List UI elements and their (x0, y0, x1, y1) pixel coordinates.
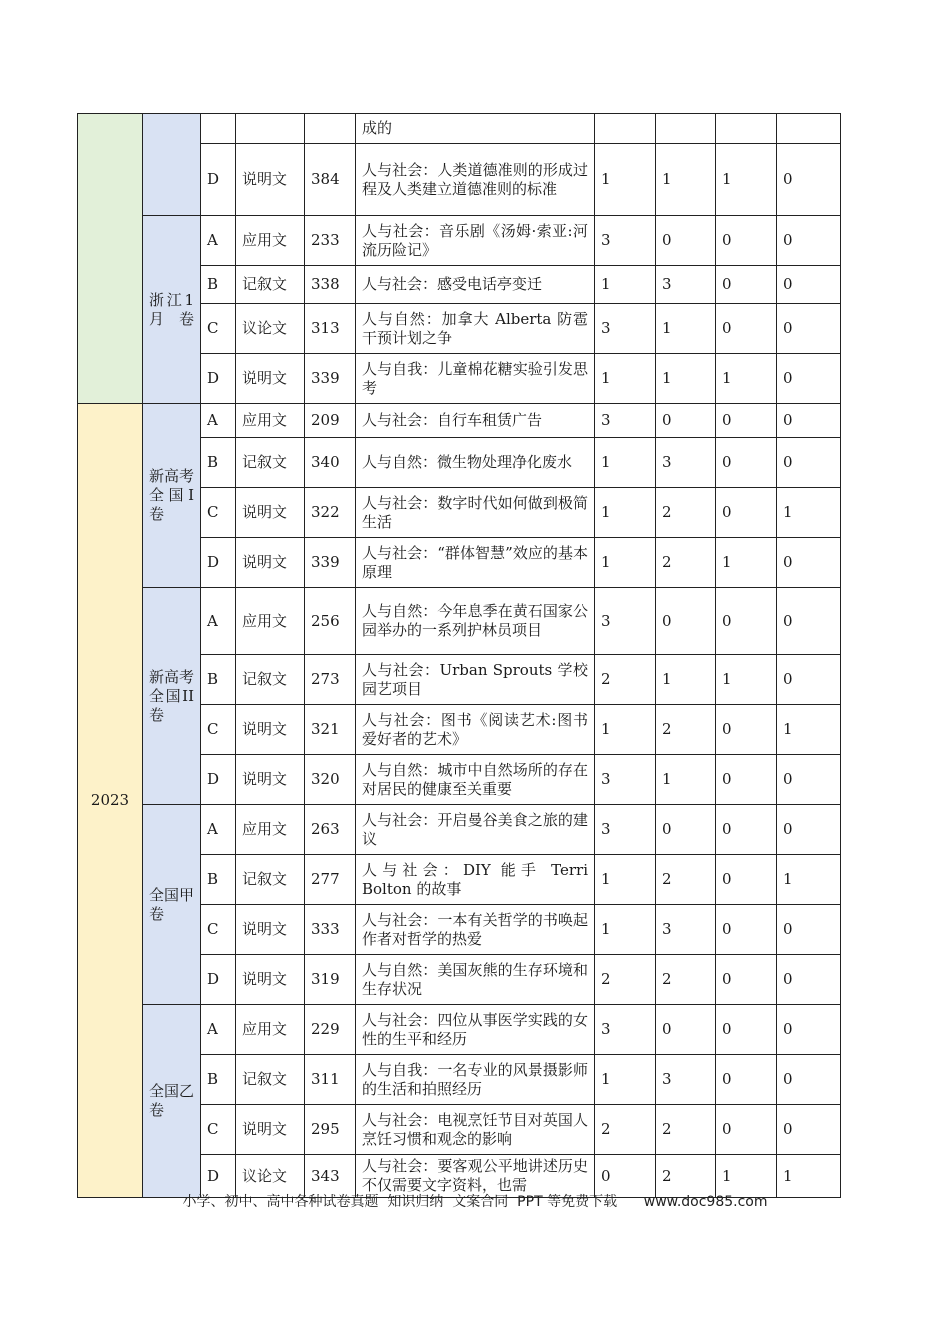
topic-cell: 人与自然：城市中自然场所的存在对居民的健康至关重要 (356, 755, 595, 805)
count-cell-3: 0 (716, 905, 777, 955)
topic-cell: 人与社会：开启曼谷美食之旅的建议 (356, 805, 595, 855)
count-cell-4: 0 (777, 144, 841, 216)
word-count: 209 (305, 404, 356, 438)
volume-cell: 浙江1月卷 (143, 216, 201, 404)
word-count: 322 (305, 488, 356, 538)
article-letter: B (201, 266, 236, 304)
count-cell-4: 0 (777, 805, 841, 855)
topic-cell: 人与社会：人类道德准则的形成过程及人类建立道德准则的标准 (356, 144, 595, 216)
article-letter: B (201, 855, 236, 905)
article-type (236, 114, 305, 144)
word-count: 338 (305, 266, 356, 304)
table-row (78, 1005, 841, 1055)
count-cell-3: 0 (716, 266, 777, 304)
count-cell-4: 0 (777, 1005, 841, 1055)
count-cell-4: 0 (777, 588, 841, 655)
article-letter: A (201, 1005, 236, 1055)
word-count: 273 (305, 655, 356, 705)
count-cell-2: 2 (656, 1155, 716, 1198)
count-cell-4: 0 (777, 755, 841, 805)
topic-cell: 人与自然：微生物处理净化废水 (356, 438, 595, 488)
word-count: 343 (305, 1155, 356, 1198)
article-type: 记叙文 (236, 655, 305, 705)
article-letter: A (201, 588, 236, 655)
volume-cell: 新高考全国I卷 (143, 404, 201, 588)
article-type: 议论文 (236, 1155, 305, 1198)
count-cell-2: 3 (656, 1055, 716, 1105)
count-cell-3 (716, 114, 777, 144)
count-cell-1: 3 (595, 404, 656, 438)
count-cell-4: 1 (777, 705, 841, 755)
topic-cell: 人与社会：电视烹饪节目对英国人烹饪习惯和观念的影响 (356, 1105, 595, 1155)
count-cell-1: 1 (595, 905, 656, 955)
volume-cell: 全国乙卷 (143, 1005, 201, 1198)
count-cell-3: 0 (716, 755, 777, 805)
count-cell-4: 1 (777, 1155, 841, 1198)
count-cell-3: 0 (716, 855, 777, 905)
count-cell-3: 0 (716, 1055, 777, 1105)
topic-cell: 人与自我：儿童棉花糖实验引发思考 (356, 354, 595, 404)
count-cell-1: 1 (595, 705, 656, 755)
count-cell-4: 0 (777, 1105, 841, 1155)
topic-cell: 人与社会：数字时代如何做到极简生活 (356, 488, 595, 538)
article-type: 说明文 (236, 905, 305, 955)
count-cell-1: 1 (595, 1055, 656, 1105)
table-row (78, 404, 841, 438)
article-letter: B (201, 655, 236, 705)
word-count: 320 (305, 755, 356, 805)
count-cell-3: 0 (716, 805, 777, 855)
count-cell-2: 1 (656, 304, 716, 354)
count-cell-2: 2 (656, 955, 716, 1005)
article-type: 说明文 (236, 1105, 305, 1155)
count-cell-3: 0 (716, 955, 777, 1005)
count-cell-1: 1 (595, 488, 656, 538)
count-cell-4: 0 (777, 1055, 841, 1105)
article-letter: C (201, 1105, 236, 1155)
count-cell-1: 1 (595, 266, 656, 304)
article-letter: C (201, 488, 236, 538)
count-cell-1: 2 (595, 1105, 656, 1155)
article-type: 说明文 (236, 755, 305, 805)
count-cell-2: 0 (656, 588, 716, 655)
table-row (78, 216, 841, 266)
count-cell-2 (656, 114, 716, 144)
topic-cell: 人与社会：感受电话亭变迁 (356, 266, 595, 304)
topic-cell: 人与社会：Urban Sprouts 学校园艺项目 (356, 655, 595, 705)
count-cell-4: 0 (777, 538, 841, 588)
count-cell-1 (595, 114, 656, 144)
count-cell-4: 0 (777, 266, 841, 304)
volume-cell (143, 114, 201, 216)
count-cell-4: 1 (777, 855, 841, 905)
volume-cell: 全国甲卷 (143, 805, 201, 1005)
article-letter: D (201, 955, 236, 1005)
count-cell-3: 1 (716, 538, 777, 588)
count-cell-2: 2 (656, 1105, 716, 1155)
article-letter: A (201, 216, 236, 266)
article-letter: D (201, 1155, 236, 1198)
count-cell-3: 0 (716, 588, 777, 655)
word-count: 263 (305, 805, 356, 855)
article-type: 应用文 (236, 404, 305, 438)
count-cell-1: 2 (595, 955, 656, 1005)
count-cell-2: 2 (656, 538, 716, 588)
article-type: 应用文 (236, 1005, 305, 1055)
count-cell-2: 1 (656, 655, 716, 705)
table-row (78, 588, 841, 655)
count-cell-3: 0 (716, 705, 777, 755)
count-cell-3: 0 (716, 1105, 777, 1155)
topic-cell: 人与自我：一名专业的风景摄影师的生活和拍照经历 (356, 1055, 595, 1105)
count-cell-1: 1 (595, 855, 656, 905)
article-type: 说明文 (236, 488, 305, 538)
year-cell-2023: 2023 (78, 404, 143, 1198)
article-letter: D (201, 538, 236, 588)
word-count: 321 (305, 705, 356, 755)
table-body (78, 114, 841, 1198)
reading-analysis-table (77, 113, 841, 1198)
article-type: 说明文 (236, 144, 305, 216)
word-count: 256 (305, 588, 356, 655)
word-count: 229 (305, 1005, 356, 1055)
count-cell-3: 0 (716, 404, 777, 438)
word-count: 340 (305, 438, 356, 488)
topic-cell: 人与自然：加拿大 Alberta 防雹干预计划之争 (356, 304, 595, 354)
count-cell-1: 1 (595, 438, 656, 488)
article-type: 记叙文 (236, 266, 305, 304)
count-cell-2: 1 (656, 755, 716, 805)
count-cell-3: 1 (716, 144, 777, 216)
article-type: 应用文 (236, 216, 305, 266)
count-cell-4: 0 (777, 404, 841, 438)
count-cell-3: 1 (716, 1155, 777, 1198)
count-cell-1: 3 (595, 805, 656, 855)
article-letter: D (201, 354, 236, 404)
word-count: 339 (305, 354, 356, 404)
article-letter: B (201, 438, 236, 488)
count-cell-4: 0 (777, 955, 841, 1005)
word-count: 313 (305, 304, 356, 354)
article-type: 说明文 (236, 705, 305, 755)
volume-cell: 新高考全国II卷 (143, 588, 201, 805)
count-cell-1: 1 (595, 144, 656, 216)
topic-cell: 人与自然：美国灰熊的生存环境和生存状况 (356, 955, 595, 1005)
count-cell-1: 1 (595, 354, 656, 404)
article-letter (201, 114, 236, 144)
count-cell-1: 3 (595, 304, 656, 354)
count-cell-4: 0 (777, 216, 841, 266)
article-type: 说明文 (236, 354, 305, 404)
count-cell-4: 0 (777, 655, 841, 705)
count-cell-1: 3 (595, 588, 656, 655)
count-cell-2: 2 (656, 855, 716, 905)
article-type: 说明文 (236, 955, 305, 1005)
count-cell-1: 1 (595, 538, 656, 588)
article-type: 记叙文 (236, 855, 305, 905)
count-cell-2: 0 (656, 805, 716, 855)
article-letter: A (201, 805, 236, 855)
topic-cell: 人与社会：一本有关哲学的书唤起作者对哲学的热爱 (356, 905, 595, 955)
count-cell-4 (777, 114, 841, 144)
topic-cell: 人与社会：“群体智慧”效应的基本原理 (356, 538, 595, 588)
count-cell-1: 2 (595, 655, 656, 705)
table-row (78, 805, 841, 855)
article-letter: D (201, 755, 236, 805)
count-cell-1: 3 (595, 1005, 656, 1055)
count-cell-2: 3 (656, 905, 716, 955)
count-cell-2: 2 (656, 488, 716, 538)
count-cell-3: 0 (716, 438, 777, 488)
article-type: 应用文 (236, 805, 305, 855)
article-letter: A (201, 404, 236, 438)
article-letter: C (201, 304, 236, 354)
year-cell-previous (78, 114, 143, 404)
article-type: 记叙文 (236, 1055, 305, 1105)
count-cell-2: 3 (656, 266, 716, 304)
count-cell-3: 0 (716, 488, 777, 538)
count-cell-3: 0 (716, 1005, 777, 1055)
count-cell-2: 2 (656, 705, 716, 755)
count-cell-1: 3 (595, 755, 656, 805)
article-type: 应用文 (236, 588, 305, 655)
topic-cell: 成的 (356, 114, 595, 144)
article-letter: B (201, 1055, 236, 1105)
count-cell-3: 1 (716, 655, 777, 705)
count-cell-2: 0 (656, 216, 716, 266)
count-cell-1: 3 (595, 216, 656, 266)
table-row (78, 114, 841, 144)
article-type: 说明文 (236, 538, 305, 588)
count-cell-4: 0 (777, 304, 841, 354)
word-count: 339 (305, 538, 356, 588)
count-cell-3: 0 (716, 304, 777, 354)
count-cell-4: 1 (777, 488, 841, 538)
article-type: 议论文 (236, 304, 305, 354)
topic-cell: 人与社会：音乐剧《汤姆·索亚:河流历险记》 (356, 216, 595, 266)
word-count: 277 (305, 855, 356, 905)
count-cell-2: 1 (656, 144, 716, 216)
word-count: 384 (305, 144, 356, 216)
count-cell-4: 0 (777, 438, 841, 488)
count-cell-2: 0 (656, 404, 716, 438)
count-cell-4: 0 (777, 354, 841, 404)
word-count: 319 (305, 955, 356, 1005)
word-count (305, 114, 356, 144)
topic-cell: 人与社会：DIY 能手 Terri Bolton 的故事 (356, 855, 595, 905)
word-count: 311 (305, 1055, 356, 1105)
count-cell-3: 1 (716, 354, 777, 404)
count-cell-2: 1 (656, 354, 716, 404)
article-letter: C (201, 905, 236, 955)
word-count: 333 (305, 905, 356, 955)
count-cell-4: 0 (777, 905, 841, 955)
word-count: 233 (305, 216, 356, 266)
count-cell-1: 0 (595, 1155, 656, 1198)
topic-cell: 人与社会：自行车租赁广告 (356, 404, 595, 438)
count-cell-2: 3 (656, 438, 716, 488)
topic-cell: 人与社会：图书《阅读艺术:图书爱好者的艺术》 (356, 705, 595, 755)
count-cell-2: 0 (656, 1005, 716, 1055)
topic-cell: 人与社会：四位从事医学实践的女性的生平和经历 (356, 1005, 595, 1055)
count-cell-3: 0 (716, 216, 777, 266)
word-count: 295 (305, 1105, 356, 1155)
topic-cell: 人与社会：要客观公平地讲述历史不仅需要文字资料，也需 (356, 1155, 595, 1198)
article-letter: C (201, 705, 236, 755)
page-footer: 小学、初中、高中各种试卷真题 知识归纳 文案合同 PPT 等免费下载 www.doc985.com (182, 1194, 768, 1210)
article-letter: D (201, 144, 236, 216)
article-type: 记叙文 (236, 438, 305, 488)
topic-cell: 人与自然：今年息季在黄石国家公园举办的一系列护林员项目 (356, 588, 595, 655)
